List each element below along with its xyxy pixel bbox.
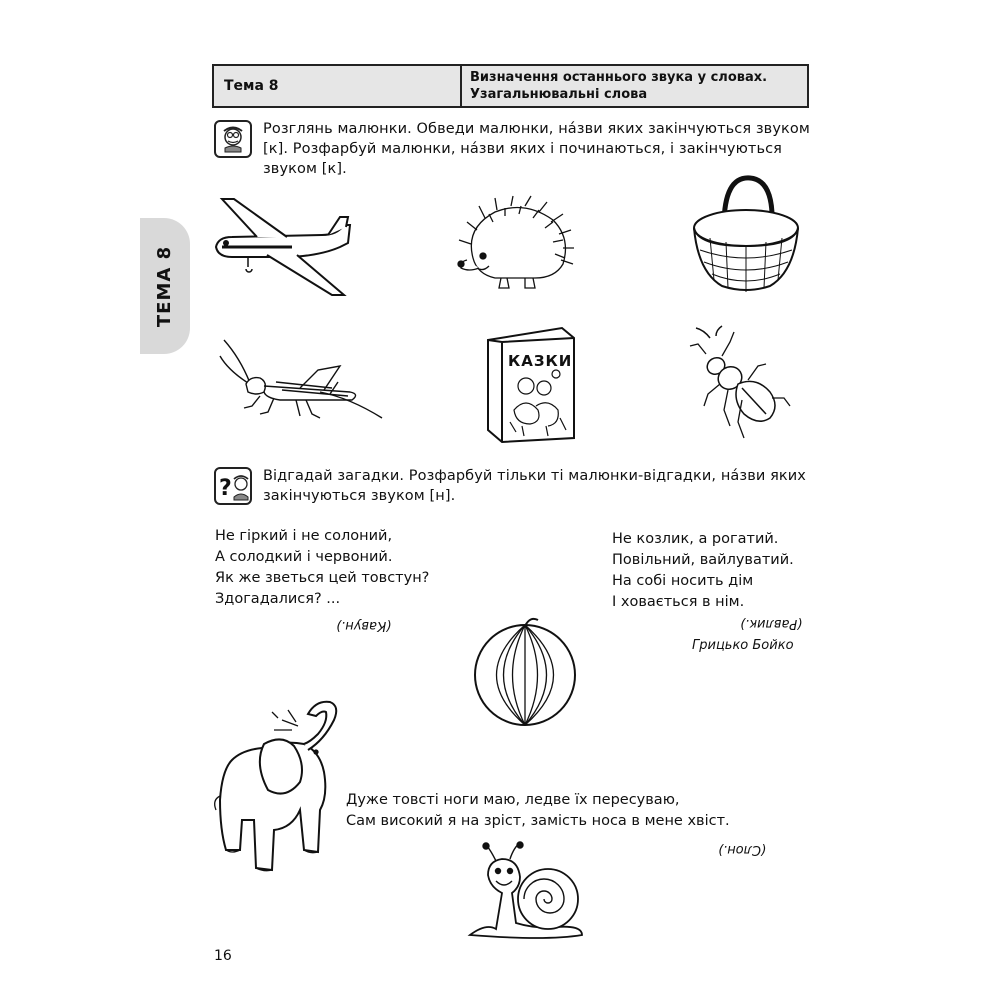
task1-line3: звуком [к]. (263, 161, 347, 177)
riddle-elephant (346, 790, 730, 832)
riddle2-line2: Повільний, вайлуватий. (612, 552, 794, 568)
riddle-snail (612, 529, 794, 613)
riddle2-line3: На собі носить дім (612, 573, 754, 589)
page-number: 16 (214, 948, 232, 964)
riddle2-author: Грицько Бойко (692, 638, 794, 653)
riddle-task-icon (214, 467, 252, 505)
task1-text (263, 119, 810, 179)
look-task-icon (214, 120, 252, 158)
topic-header (212, 64, 809, 108)
task1-line1: Розглянь малюнки. Обведи малюнки, на́зви яких закінчуються звуком (263, 121, 810, 137)
task2-line2: закінчуються звуком [н]. (263, 488, 456, 504)
beetle-picture (686, 326, 790, 441)
topic-title (462, 66, 807, 106)
basket-picture (690, 176, 802, 294)
cricket-picture (220, 338, 385, 420)
side-tab-label-wrap (140, 218, 190, 354)
svg-text:?: ? (219, 476, 232, 501)
elephant-picture (212, 700, 352, 875)
watermelon-picture (470, 618, 580, 726)
fairy-tale-book-picture (486, 326, 578, 444)
riddle2-answer-wrap (740, 612, 802, 631)
task2-line1: Відгадай загадки. Розфарбуй тільки ті малюнки-відгадки, на́зви яких (263, 468, 806, 484)
hedgehog-picture (455, 198, 575, 290)
task2-text (263, 466, 806, 506)
riddle3-answer-wrap (718, 838, 766, 857)
topic-title-line2: Узагальнювальні слова (470, 87, 648, 102)
riddle1-line1: Не гіркий і не солоний, (215, 528, 393, 544)
side-tab-label: ТЕМА 8 (154, 245, 176, 327)
task1-line2: [к]. Розфарбуй малюнки, на́зви яких і починаються, і закінчуються (263, 141, 782, 157)
riddle1-line2: А солодкий і червоний. (215, 549, 393, 565)
riddle-watermelon (215, 526, 429, 610)
riddle2-line1: Не козлик, а рогатий. (612, 531, 779, 547)
riddle3-line2: Сам високий я на зріст, замість носа в мене хвіст. (346, 813, 730, 829)
riddle2-answer: (Равлик.) (740, 616, 803, 631)
riddle1-answer: (Кавун.) (336, 618, 392, 633)
riddle1-line3: Як же зветься цей товстун? (215, 570, 430, 586)
topic-number: Тема 8 (214, 66, 462, 106)
topic-title-line1: Визначення останнього звука у словах. (470, 70, 768, 85)
riddle2-line4: І ховається в нім. (612, 594, 745, 610)
airplane-picture (212, 195, 352, 300)
riddle3-line1: Дуже товсті ноги маю, ледве їх пересуваю, (346, 792, 680, 808)
riddle3-answer: (Слон.) (718, 842, 767, 857)
riddle1-line4: Здогадалися? ... (215, 591, 341, 607)
riddle1-answer-wrap (336, 614, 391, 633)
snail-picture (466, 843, 586, 943)
book-title: КАЗКИ (508, 352, 573, 370)
